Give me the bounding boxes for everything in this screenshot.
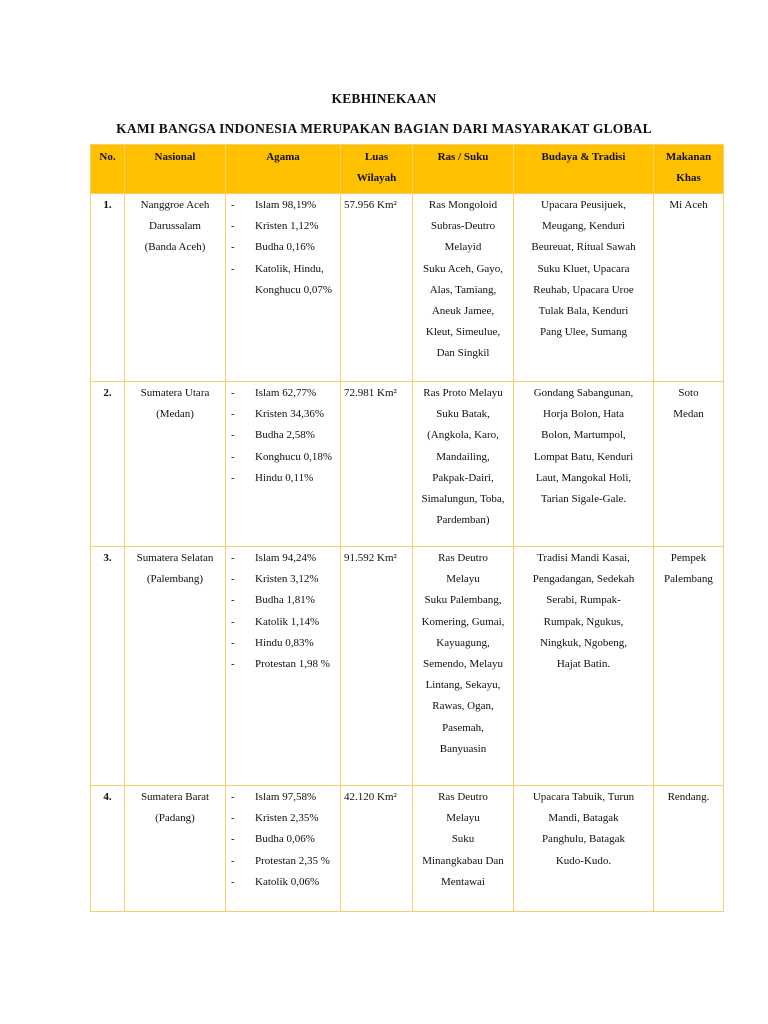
religion-item: - Kristen 34,36% bbox=[229, 404, 337, 425]
ras-line: Aneuk Jamee, bbox=[431, 305, 495, 318]
header-nasional: Nasional bbox=[125, 145, 226, 194]
budaya-line: Lompat Batu, Kenduri bbox=[533, 450, 634, 463]
nasional-line: Sumatera Selatan bbox=[136, 552, 214, 564]
religion-list bbox=[229, 383, 337, 489]
budaya-cell bbox=[514, 547, 654, 786]
religion-item: - Katolik 1,14% bbox=[229, 612, 337, 633]
makanan-line: Rendang. bbox=[667, 791, 710, 803]
ras-line: Kleut, Simeulue, bbox=[425, 326, 501, 339]
page-title: KEBHINEKAAN bbox=[331, 91, 437, 106]
religion-item: - Kristen 1,12% bbox=[229, 216, 337, 237]
budaya-line: Rumpak, Ngukus, bbox=[543, 615, 624, 628]
budaya-line: Tulak Bala, Kenduri bbox=[538, 305, 629, 318]
agama-cell bbox=[226, 547, 341, 786]
nasional-line: (Padang) bbox=[155, 812, 195, 825]
header-makanan-line: Khas bbox=[676, 172, 701, 185]
ras-line: Pakpak-Dairi, bbox=[432, 471, 494, 484]
ras-line: Dan Singkil bbox=[436, 347, 490, 360]
budaya-line: Horja Bolon, Hata bbox=[543, 408, 624, 421]
makanan-line: Mi Aceh bbox=[669, 199, 708, 211]
religion-item: - Katolik, Hindu, Konghucu 0,07% bbox=[229, 259, 337, 301]
budaya-cell bbox=[514, 786, 654, 912]
religion-list bbox=[229, 787, 337, 893]
makanan-line: Palembang bbox=[664, 573, 713, 586]
religion-item: - Hindu 0,83% bbox=[229, 633, 337, 654]
religion-item: - Protestan 1,98 % bbox=[229, 654, 337, 675]
agama-cell bbox=[226, 382, 341, 547]
budaya-line: Meugang, Kenduri bbox=[541, 220, 626, 233]
table-row bbox=[91, 382, 724, 547]
religion-item: - Konghucu 0,18% bbox=[229, 447, 337, 468]
ras-line: Pasemah, bbox=[442, 721, 484, 734]
ras-line: Lintang, Sekayu, bbox=[425, 679, 501, 692]
ras-line: Melayu bbox=[446, 812, 480, 825]
luas-cell: 42.120 Km² bbox=[341, 786, 413, 912]
nasional-cell bbox=[125, 786, 226, 912]
nasional-cell bbox=[125, 547, 226, 786]
budaya-line: Tradisi Mandi Kasai, bbox=[537, 552, 630, 564]
budaya-line: Reuhab, Upacara Uroe bbox=[533, 283, 634, 296]
makanan-line: Soto bbox=[678, 387, 699, 399]
ras-line: Kayuagung, bbox=[436, 636, 490, 649]
ras-line: Simalungun, Toba, bbox=[421, 493, 505, 506]
makanan-cell bbox=[654, 786, 724, 912]
nasional-line: (Banda Aceh) bbox=[144, 241, 206, 254]
table-header-row bbox=[91, 145, 724, 194]
makanan-line: Pempek bbox=[670, 552, 707, 564]
agama-cell bbox=[226, 786, 341, 912]
ras-line: Suku Aceh, Gayo, bbox=[422, 262, 504, 275]
ras-line: Rawas, Ogan, bbox=[432, 700, 494, 713]
ras-line: Subras-Deutro bbox=[430, 220, 496, 233]
table-row bbox=[91, 194, 724, 382]
header-no: No. bbox=[91, 145, 125, 194]
budaya-line: Suku Kluet, Upacara bbox=[537, 262, 630, 275]
religion-item: - Islam 98,19% bbox=[229, 195, 337, 216]
budaya-cell bbox=[514, 194, 654, 382]
ras-line: Semendo, Melayu bbox=[422, 658, 504, 671]
row-number: 3. bbox=[91, 547, 125, 786]
budaya-line: Upacara Peusijuek, bbox=[541, 199, 626, 211]
row-number: 1. bbox=[91, 194, 125, 382]
ras-line: Ras Proto Melayu bbox=[423, 387, 503, 399]
ras-line: (Angkola, Karo, bbox=[427, 429, 499, 442]
header-luas-line: Luas bbox=[364, 151, 389, 163]
ras-suku-cell bbox=[413, 547, 514, 786]
kebhinekaan-table bbox=[90, 144, 724, 912]
ras-line: Suku Batak, bbox=[436, 408, 490, 421]
row-number: 2. bbox=[91, 382, 125, 547]
header-agama: Agama bbox=[226, 145, 341, 194]
ras-line: Alas, Tamiang, bbox=[429, 283, 497, 296]
table-row bbox=[91, 547, 724, 786]
header-luas-line: Wilayah bbox=[356, 172, 397, 185]
table-row bbox=[91, 786, 724, 912]
ras-line: Melayu bbox=[446, 573, 480, 586]
budaya-line: Kudo-Kudo. bbox=[555, 854, 612, 867]
nasional-line: Sumatera Barat bbox=[140, 791, 210, 803]
nasional-line: Darussalam bbox=[149, 220, 201, 233]
ras-line: Pardemban) bbox=[436, 514, 490, 527]
ras-line: Mandailing, bbox=[436, 450, 490, 463]
religion-item: - Hindu 0,11% bbox=[229, 468, 337, 489]
ras-line: Banyuasin bbox=[439, 742, 487, 755]
budaya-line: Tarian Sigale-Gale. bbox=[540, 493, 627, 506]
ras-line: Mentawai bbox=[441, 875, 485, 888]
nasional-cell bbox=[125, 194, 226, 382]
religion-item: - Kristen 2,35% bbox=[229, 808, 337, 829]
budaya-line: Bolon, Martumpol, bbox=[541, 429, 626, 442]
religion-item: - Budha 1,81% bbox=[229, 590, 337, 611]
nasional-line: Nanggroe Aceh bbox=[140, 199, 210, 211]
luas-cell: 91.592 Km² bbox=[341, 547, 413, 786]
makanan-cell bbox=[654, 547, 724, 786]
budaya-line: Upacara Tabuik, Turun bbox=[532, 791, 635, 803]
header-luas bbox=[341, 145, 413, 194]
religion-list bbox=[229, 195, 337, 301]
makanan-cell bbox=[654, 194, 724, 382]
header-ras: Ras / Suku bbox=[413, 145, 514, 194]
nasional-cell bbox=[125, 382, 226, 547]
budaya-line: Hajat Batin. bbox=[556, 658, 611, 671]
religion-list bbox=[229, 548, 337, 675]
religion-item: - Budha 0,16% bbox=[229, 237, 337, 258]
ras-suku-cell bbox=[413, 786, 514, 912]
religion-item: - Budha 2,58% bbox=[229, 425, 337, 446]
budaya-line: Beureuat, Ritual Sawah bbox=[531, 241, 636, 254]
religion-item: - Protestan 2,35 % bbox=[229, 851, 337, 872]
religion-item: - Islam 97,58% bbox=[229, 787, 337, 808]
luas-cell: 57.956 Km² bbox=[341, 194, 413, 382]
budaya-line: Pengadangan, Sedekah bbox=[532, 573, 635, 586]
ras-line: Melayid bbox=[444, 241, 482, 254]
header-budaya: Budaya & Tradisi bbox=[514, 145, 654, 194]
budaya-line: Mandi, Batagak bbox=[548, 812, 619, 825]
agama-cell bbox=[226, 194, 341, 382]
budaya-line: Gondang Sabangunan, bbox=[533, 387, 634, 399]
makanan-cell bbox=[654, 382, 724, 547]
luas-cell: 72.981 Km² bbox=[341, 382, 413, 547]
religion-item: - Islam 62,77% bbox=[229, 383, 337, 404]
religion-item: - Kristen 3,12% bbox=[229, 569, 337, 590]
ras-line: Ras Mongoloid bbox=[428, 199, 498, 211]
ras-line: Ras Deutro bbox=[438, 552, 488, 564]
nasional-line: (Medan) bbox=[156, 408, 194, 421]
budaya-line: Serabi, Rumpak- bbox=[546, 594, 621, 607]
nasional-line: Sumatera Utara bbox=[140, 387, 210, 399]
religion-item: - Katolik 0,06% bbox=[229, 872, 337, 893]
ras-line: Ras Deutro bbox=[438, 791, 488, 803]
budaya-line: Pang Ulee, Sumang bbox=[539, 326, 628, 339]
ras-line: Suku Palembang, bbox=[424, 594, 502, 607]
makanan-line: Medan bbox=[673, 408, 704, 421]
religion-item: - Budha 0,06% bbox=[229, 829, 337, 850]
ras-line: Komering, Gumai, bbox=[421, 615, 505, 628]
nasional-line: (Palembang) bbox=[146, 573, 204, 586]
ras-suku-cell bbox=[413, 382, 514, 547]
header-makanan-line: Makanan bbox=[665, 151, 712, 163]
budaya-line: Panghulu, Batagak bbox=[541, 833, 626, 846]
ras-line: Suku bbox=[451, 833, 475, 846]
budaya-cell bbox=[514, 382, 654, 547]
budaya-line: Ningkuk, Ngobeng, bbox=[539, 636, 628, 649]
row-number: 4. bbox=[91, 786, 125, 912]
religion-item: - Islam 94,24% bbox=[229, 548, 337, 569]
header-makanan bbox=[654, 145, 724, 194]
page-subtitle: KAMI BANGSA INDONESIA MERUPAKAN BAGIAN DARI MASYARAKAT GLOBAL bbox=[116, 121, 652, 136]
ras-line: Minangkabau Dan bbox=[422, 854, 504, 867]
ras-suku-cell bbox=[413, 194, 514, 382]
budaya-line: Laut, Mangokal Holi, bbox=[535, 471, 632, 484]
